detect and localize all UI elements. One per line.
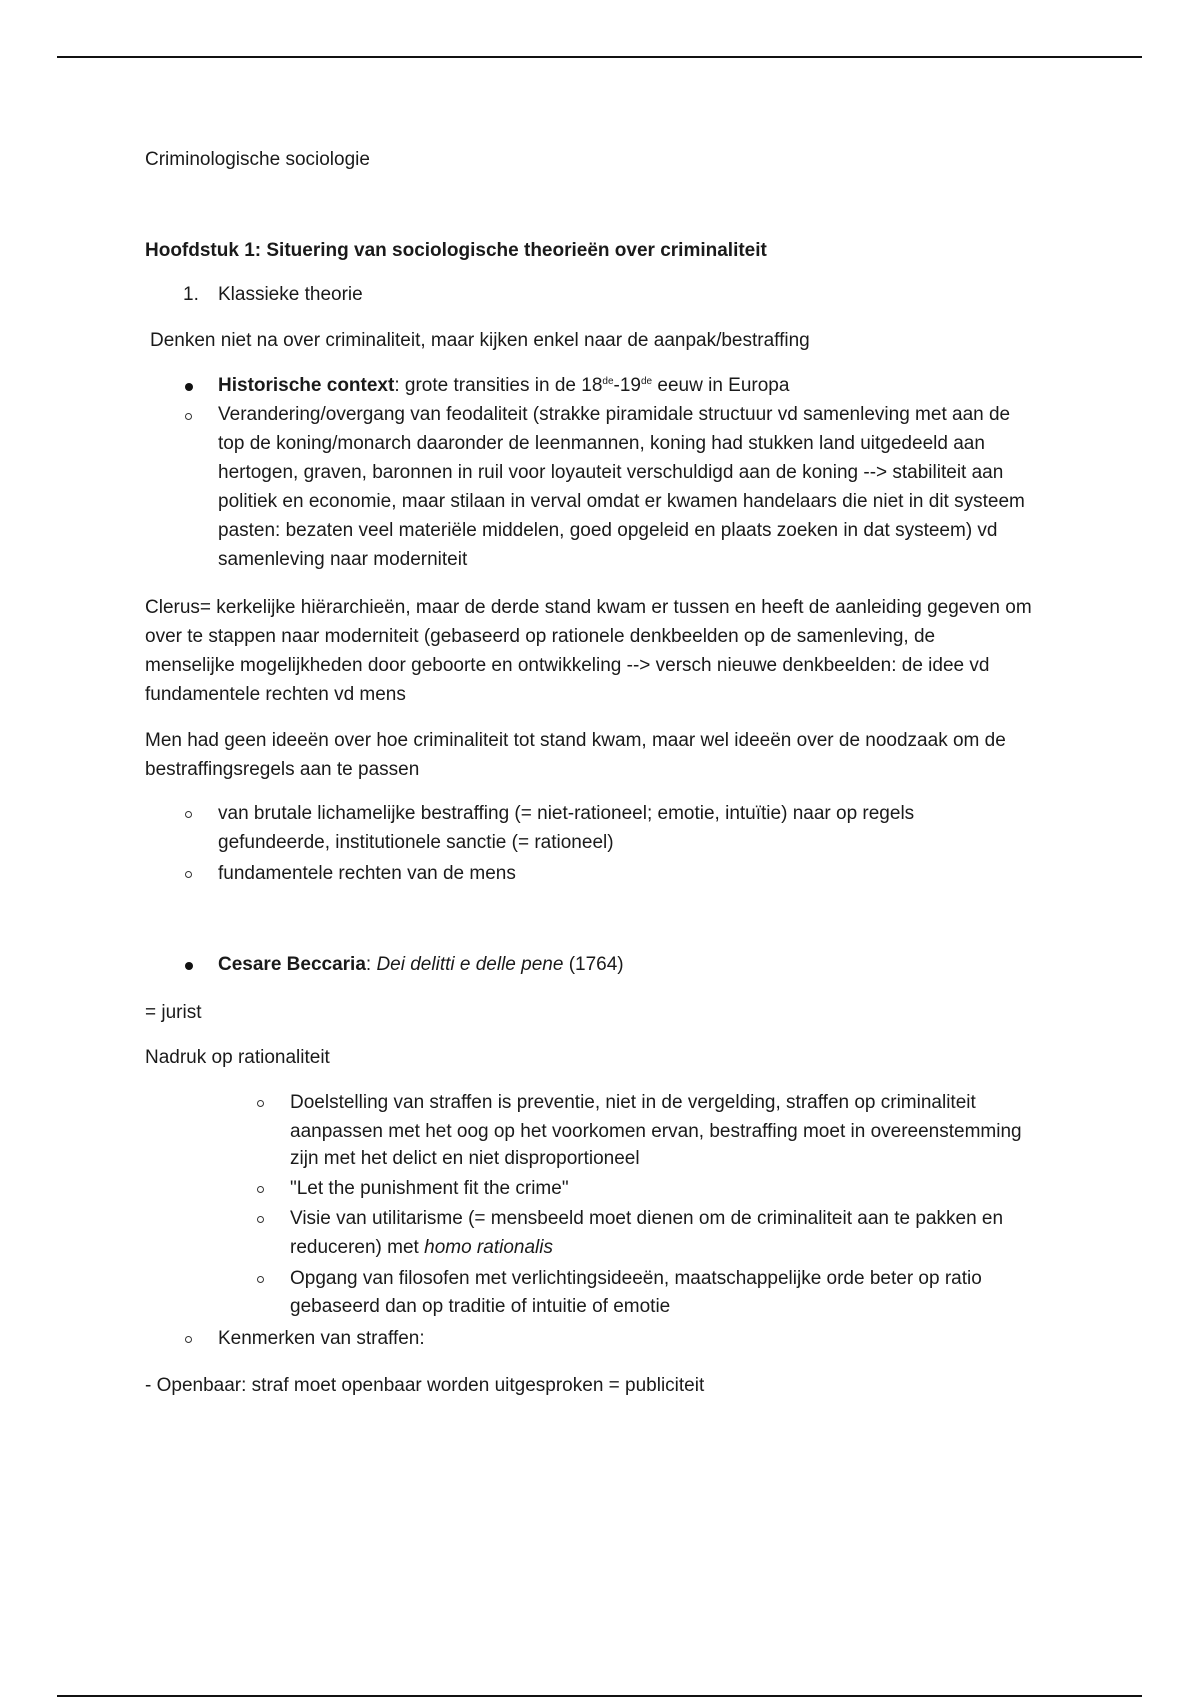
quote-item: "Let the punishment fit the crime"	[290, 1178, 569, 1199]
chapter-heading: Hoofdstuk 1: Situering van sociologische theorieën over criminaliteit	[145, 240, 767, 261]
doelstelling-line: aanpassen met het oog op het voorkomen ervan, bestraffing moet in overeenstemming	[290, 1121, 1022, 1142]
feodaliteit-line: politiek en economie, maar stilaan in verval omdat er kwamen handelaars die niet in dit systeem	[218, 491, 1025, 512]
visie-line: Visie van utilitarisme (= mensbeeld moet dienen om de criminaliteit aan te pakken en	[290, 1208, 1004, 1229]
historical-context-tail: eeuw in Europa	[652, 375, 790, 396]
fundamental-rights-item: fundamentele rechten van de mens	[218, 863, 516, 884]
section-title: Klassieke theorie	[218, 284, 363, 305]
feodaliteit-line: pasten: bezaten veel materiële middelen, goed opgeleid en plaats zoeken in dat systeem) vd	[218, 520, 998, 541]
beccaria-work: Dei delitti e delle pene	[376, 954, 564, 975]
men-line: Men had geen ideeën over hoe criminaliteit tot stand kwam, maar wel ideeën over de noodzaak om de	[145, 730, 1006, 751]
clerus-line: fundamentele rechten vd mens	[145, 684, 406, 705]
historical-context-item	[218, 371, 789, 400]
bullet-disc-icon	[185, 383, 193, 391]
kenmerken-item: Kenmerken van straffen:	[218, 1328, 425, 1349]
historical-context-label: Historische context	[218, 375, 395, 396]
bullet-circle-icon	[185, 871, 192, 878]
visie-line	[290, 1233, 553, 1262]
jurist-line: = jurist	[145, 1002, 202, 1023]
doelstelling-line: Doelstelling van straffen is preventie, niet in de vergelding, straffen op criminaliteit	[290, 1092, 976, 1113]
opgang-line: Opgang van filosofen met verlichtingsideeën, maatschappelijke orde beter op ratio	[290, 1268, 982, 1289]
sup-de-2: de	[641, 376, 653, 387]
feodaliteit-line: Verandering/overgang van feodaliteit (strakke piramidale structuur vd samenleving met aan de	[218, 404, 1011, 425]
rationality-line: Nadruk op rationaliteit	[145, 1047, 330, 1068]
bottom-rule	[57, 1695, 1142, 1697]
bullet-circle-icon	[185, 1336, 192, 1343]
bullet-disc-icon	[185, 962, 193, 970]
feodaliteit-line: top de koning/monarch daaronder de leenmannen, koning had stukken land uitgedeeld aan	[218, 433, 985, 454]
section-number: 1.	[183, 284, 199, 305]
intro-paragraph: Denken niet na over criminaliteit, maar kijken enkel naar de aanpak/bestraffing	[150, 330, 810, 351]
bullet-circle-icon	[257, 1186, 264, 1193]
bullet-circle-icon	[257, 1276, 264, 1283]
beccaria-name: Cesare Beccaria	[218, 954, 366, 975]
opgang-line: gebaseerd dan op traditie of intuitie of emotie	[290, 1296, 671, 1317]
clerus-line: menselijke mogelijkheden door geboorte en ontwikkeling --> versch nieuwe denkbeelden: de idee vd	[145, 655, 990, 676]
bullet-circle-icon	[257, 1100, 264, 1107]
doelstelling-line: zijn met het delict en niet disproportioneel	[290, 1148, 640, 1169]
feodaliteit-line: samenleving naar moderniteit	[218, 549, 468, 570]
beccaria-item	[218, 950, 624, 979]
feodaliteit-line: hertogen, graven, baronnen in ruil voor loyauteit verschuldigd aan de koning --> stabiliteit aan	[218, 462, 1004, 483]
clerus-line: over te stappen naar moderniteit (gebaseerd op rationele denkbeelden op de samenleving, de	[145, 626, 936, 647]
clerus-line: Clerus= kerkelijke hiërarchieën, maar de derde stand kwam er tussen en heeft de aanleiding gegeven om	[145, 597, 1032, 618]
homo-rationalis: homo rationalis	[424, 1237, 553, 1258]
brutal-line: gefundeerde, institutionele sanctie (= rationeel)	[218, 832, 614, 853]
bullet-circle-icon	[257, 1216, 264, 1223]
century-dash: -19	[613, 375, 641, 396]
bullet-circle-icon	[185, 413, 192, 420]
document-title: Criminologische sociologie	[145, 149, 370, 170]
openbaar-line: - Openbaar: straf moet openbaar worden uitgesproken = publiciteit	[145, 1375, 705, 1396]
bullet-circle-icon	[185, 811, 192, 818]
brutal-line: van brutale lichamelijke bestraffing (= niet-rationeel; emotie, intuïtie) naar op regels	[218, 803, 915, 824]
men-line: bestraffingsregels aan te passen	[145, 759, 420, 780]
historical-context-text: : grote transities in de 18	[394, 375, 603, 396]
top-rule	[57, 56, 1142, 58]
visie-text: reduceren) met	[290, 1237, 425, 1258]
beccaria-year: (1764)	[563, 954, 624, 975]
sup-de-1: de	[602, 376, 614, 387]
beccaria-colon: :	[365, 954, 377, 975]
